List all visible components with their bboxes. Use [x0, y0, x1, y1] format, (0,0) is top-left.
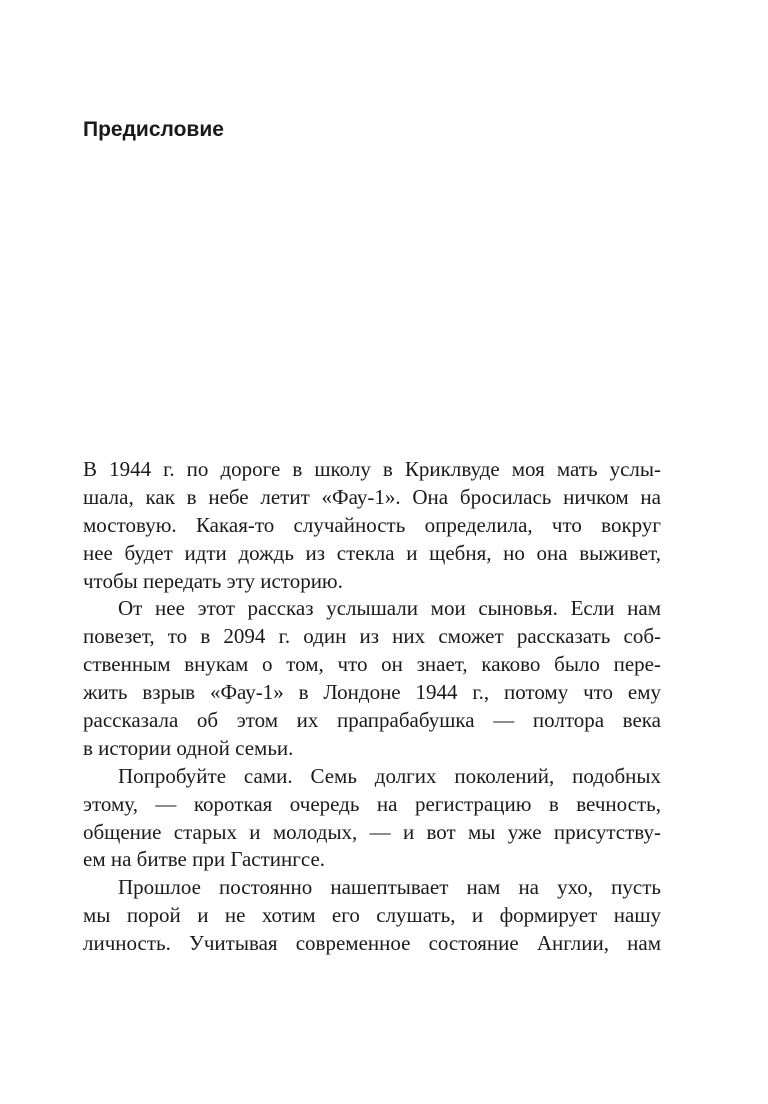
- text-line: жить взрыв «Фау-1» в Лондоне 1944 г., потому что ему: [83, 680, 661, 705]
- text-line: в истории одной семьи.: [83, 735, 294, 760]
- text-line: От нее этот рассказ услышали мои сыновья. Если нам: [118, 596, 661, 621]
- text-line: этому, — короткая очередь на регистрацию в вечность,: [83, 791, 661, 816]
- text-line: ственным внукам о том, что он знает, каково было пере-: [83, 652, 661, 677]
- text-line: рассказала об этом их прапрабабушка — полтора века: [83, 708, 661, 733]
- text-line: шала, как в небе летит «Фау-1». Она бросилась ничком на: [83, 484, 661, 509]
- text-line: личность. Учитывая современное состояние Англии, нам: [83, 931, 661, 956]
- text-line: В 1944 г. по дороге в школу в Криклвуде моя мать услы-: [83, 457, 661, 481]
- text-line: мы порой и не хотим его слушать, и формирует нашу: [83, 903, 661, 928]
- text-line: Прошлое постоянно нашептывает нам на ухо, пусть: [118, 875, 661, 900]
- body-text: [83, 456, 661, 958]
- text-line: чтобы передать эту историю.: [83, 568, 343, 593]
- text-line: мостовую. Какая-то случайность определила, что вокруг: [83, 512, 661, 537]
- text-line: нее будет идти дождь из стекла и щебня, но она выживет,: [83, 540, 661, 565]
- text-line: общение старых и молодых, — и вот мы уже присутству-: [83, 819, 661, 844]
- text-line: ем на битве при Гастингсе.: [83, 847, 326, 872]
- text-line: Попробуйте сами. Семь долгих поколений, подобных: [118, 763, 661, 788]
- chapter-heading: Предисловие: [83, 118, 224, 141]
- text-line: повезет, то в 2094 г. один из них сможет рассказать соб-: [83, 624, 661, 649]
